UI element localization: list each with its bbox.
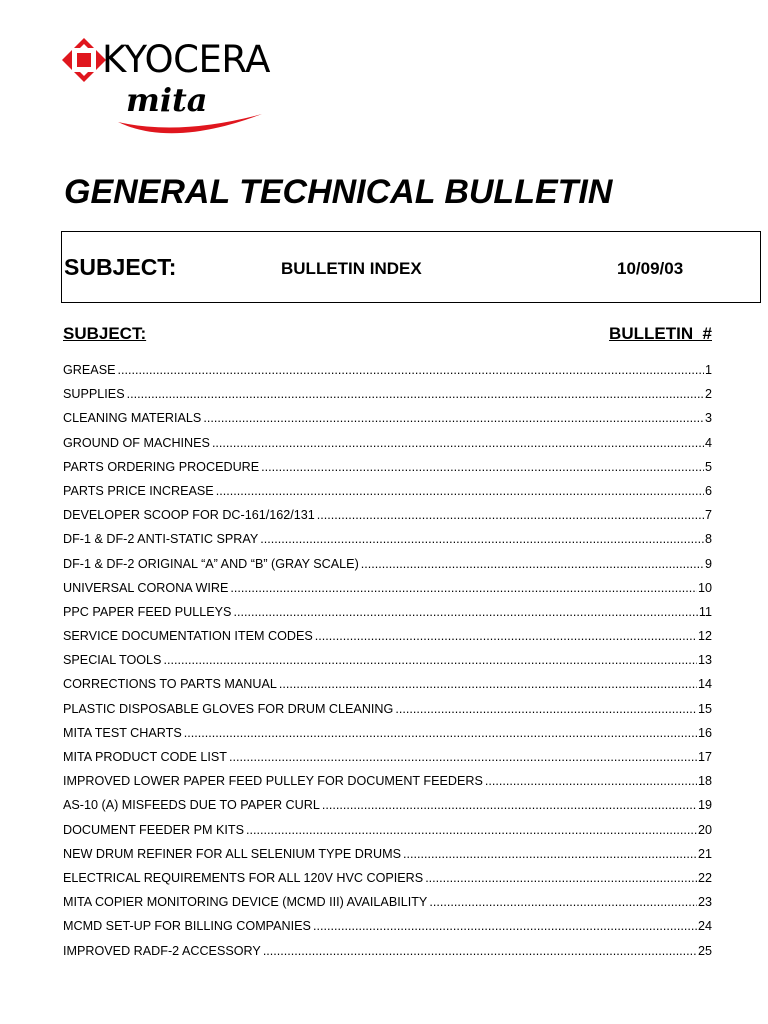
item-bulletin-number: 21 [697, 846, 712, 861]
item-title: SERVICE DOCUMENTATION ITEM CODES [63, 629, 313, 644]
dot-leader [203, 409, 704, 427]
item-title: DF-1 & DF-2 ORIGINAL “A” AND “B” (GRAY SCALE) [63, 556, 359, 571]
dot-leader [118, 361, 704, 379]
subject-value: BULLETIN INDEX [281, 259, 422, 278]
dot-leader [263, 942, 697, 960]
item-bulletin-number: 18 [697, 774, 712, 789]
item-bulletin-number: 16 [697, 725, 712, 740]
column-header-subject: SUBJECT: [63, 324, 147, 343]
item-title: CLEANING MATERIALS [63, 411, 202, 426]
dot-leader [279, 675, 697, 693]
list-item [63, 579, 712, 603]
item-title: IMPROVED RADF-2 ACCESSORY [63, 943, 261, 958]
logo-brand-text: KYOCERA [102, 38, 270, 81]
list-item [63, 772, 712, 796]
dot-leader [485, 772, 697, 790]
dot-leader [184, 724, 697, 742]
item-bulletin-number: 1 [704, 363, 712, 377]
item-title: AS-10 (A) MISFEEDS DUE TO PAPER CURL [63, 798, 320, 813]
item-title: DOCUMENT FEEDER PM KITS [63, 822, 244, 837]
bulletin-index-list [63, 361, 712, 966]
dot-leader [315, 627, 697, 645]
item-title: PLASTIC DISPOSABLE GLOVES FOR DRUM CLEANING [63, 701, 394, 716]
item-title: NEW DRUM REFINER FOR ALL SELENIUM TYPE DRUMS [63, 846, 401, 861]
list-item [63, 603, 712, 627]
dot-leader [395, 700, 697, 718]
list-item [63, 627, 712, 651]
subject-label: SUBJECT: [64, 254, 177, 280]
list-item [63, 530, 712, 554]
list-item [63, 409, 712, 433]
dot-leader [212, 434, 704, 452]
dot-leader [261, 458, 704, 476]
subject-box [61, 231, 761, 303]
item-bulletin-number: 20 [697, 822, 712, 837]
list-item [63, 917, 712, 941]
list-item [63, 700, 712, 724]
list-item [63, 675, 712, 699]
list-item [63, 869, 712, 893]
item-bulletin-number: 23 [697, 895, 712, 910]
column-header-bulletin: BULLETIN # [609, 324, 712, 343]
item-title: SUPPLIES [63, 387, 125, 402]
dot-leader [260, 530, 704, 548]
list-item [63, 724, 712, 748]
item-bulletin-number: 13 [697, 653, 712, 668]
item-title: GROUND OF MACHINES [63, 435, 210, 450]
item-bulletin-number: 10 [697, 580, 712, 595]
dot-leader [233, 603, 697, 621]
item-title: PARTS PRICE INCREASE [63, 483, 214, 498]
list-item [63, 434, 712, 458]
list-item [63, 796, 712, 820]
dot-leader [425, 869, 697, 887]
logo-sub-text: mita [126, 81, 208, 119]
item-title: PPC PAPER FEED PULLEYS [63, 604, 232, 619]
item-title: CORRECTIONS TO PARTS MANUAL [63, 677, 277, 692]
dot-leader [246, 821, 697, 839]
item-title: IMPROVED LOWER PAPER FEED PULLEY FOR DOCUMENT FEEDERS [63, 774, 483, 789]
list-item [63, 942, 712, 966]
list-item [63, 555, 712, 579]
dot-leader [317, 506, 704, 524]
dot-leader [127, 385, 704, 403]
item-title: SPECIAL TOOLS [63, 653, 162, 668]
list-item [63, 651, 712, 675]
item-title: DEVELOPER SCOOP FOR DC-161/162/131 [63, 508, 315, 523]
list-item [63, 506, 712, 530]
dot-leader [322, 796, 697, 814]
index-header [63, 323, 712, 347]
item-bulletin-number: 2 [704, 387, 712, 402]
dot-leader [313, 917, 697, 935]
item-title: ELECTRICAL REQUIREMENTS FOR ALL 120V HVC COPIERS [63, 870, 424, 885]
item-bulletin-number: 25 [697, 943, 712, 958]
list-item [63, 845, 712, 869]
item-title: UNIVERSAL CORONA WIRE [63, 580, 229, 595]
list-item [63, 748, 712, 772]
item-bulletin-number: 7 [704, 508, 712, 523]
item-title: PARTS ORDERING PROCEDURE [63, 459, 260, 474]
item-bulletin-number: 14 [697, 677, 712, 692]
item-title: MITA COPIER MONITORING DEVICE (MCMD III) AVAILABILITY [63, 895, 428, 910]
list-item [63, 458, 712, 482]
list-item [63, 482, 712, 506]
bulletin-date: 10/09/03 [617, 259, 684, 278]
item-bulletin-number: 12 [697, 629, 712, 644]
item-bulletin-number: 22 [697, 870, 712, 885]
item-title: MITA PRODUCT CODE LIST [63, 750, 227, 764]
dot-leader [429, 893, 697, 911]
dot-leader [163, 651, 697, 669]
item-bulletin-number: 8 [704, 532, 712, 547]
item-bulletin-number: 19 [697, 798, 712, 813]
item-bulletin-number: 15 [697, 701, 712, 716]
list-item [63, 361, 712, 385]
list-item [63, 385, 712, 409]
item-bulletin-number: 24 [697, 919, 712, 934]
item-bulletin-number: 3 [704, 411, 712, 426]
dot-leader [216, 482, 704, 500]
document-title: GENERAL TECHNICAL BULLETIN [64, 173, 613, 211]
item-bulletin-number: 9 [704, 556, 712, 571]
list-item [63, 821, 712, 845]
kyocera-mita-logo [62, 36, 272, 146]
item-title: GREASE [63, 363, 116, 377]
item-bulletin-number: 5 [704, 459, 712, 474]
dot-leader [361, 555, 704, 573]
item-bulletin-number: 4 [704, 435, 712, 450]
item-bulletin-number: 17 [697, 750, 712, 764]
item-bulletin-number: 6 [704, 483, 712, 498]
item-title: DF-1 & DF-2 ANTI-STATIC SPRAY [63, 532, 259, 547]
dot-leader [403, 845, 697, 863]
item-bulletin-number: 11 [698, 604, 712, 619]
item-title: MITA TEST CHARTS [63, 725, 182, 740]
item-title: MCMD SET-UP FOR BILLING COMPANIES [63, 919, 311, 934]
list-item [63, 893, 712, 917]
dot-leader [230, 579, 697, 597]
dot-leader [229, 748, 697, 766]
